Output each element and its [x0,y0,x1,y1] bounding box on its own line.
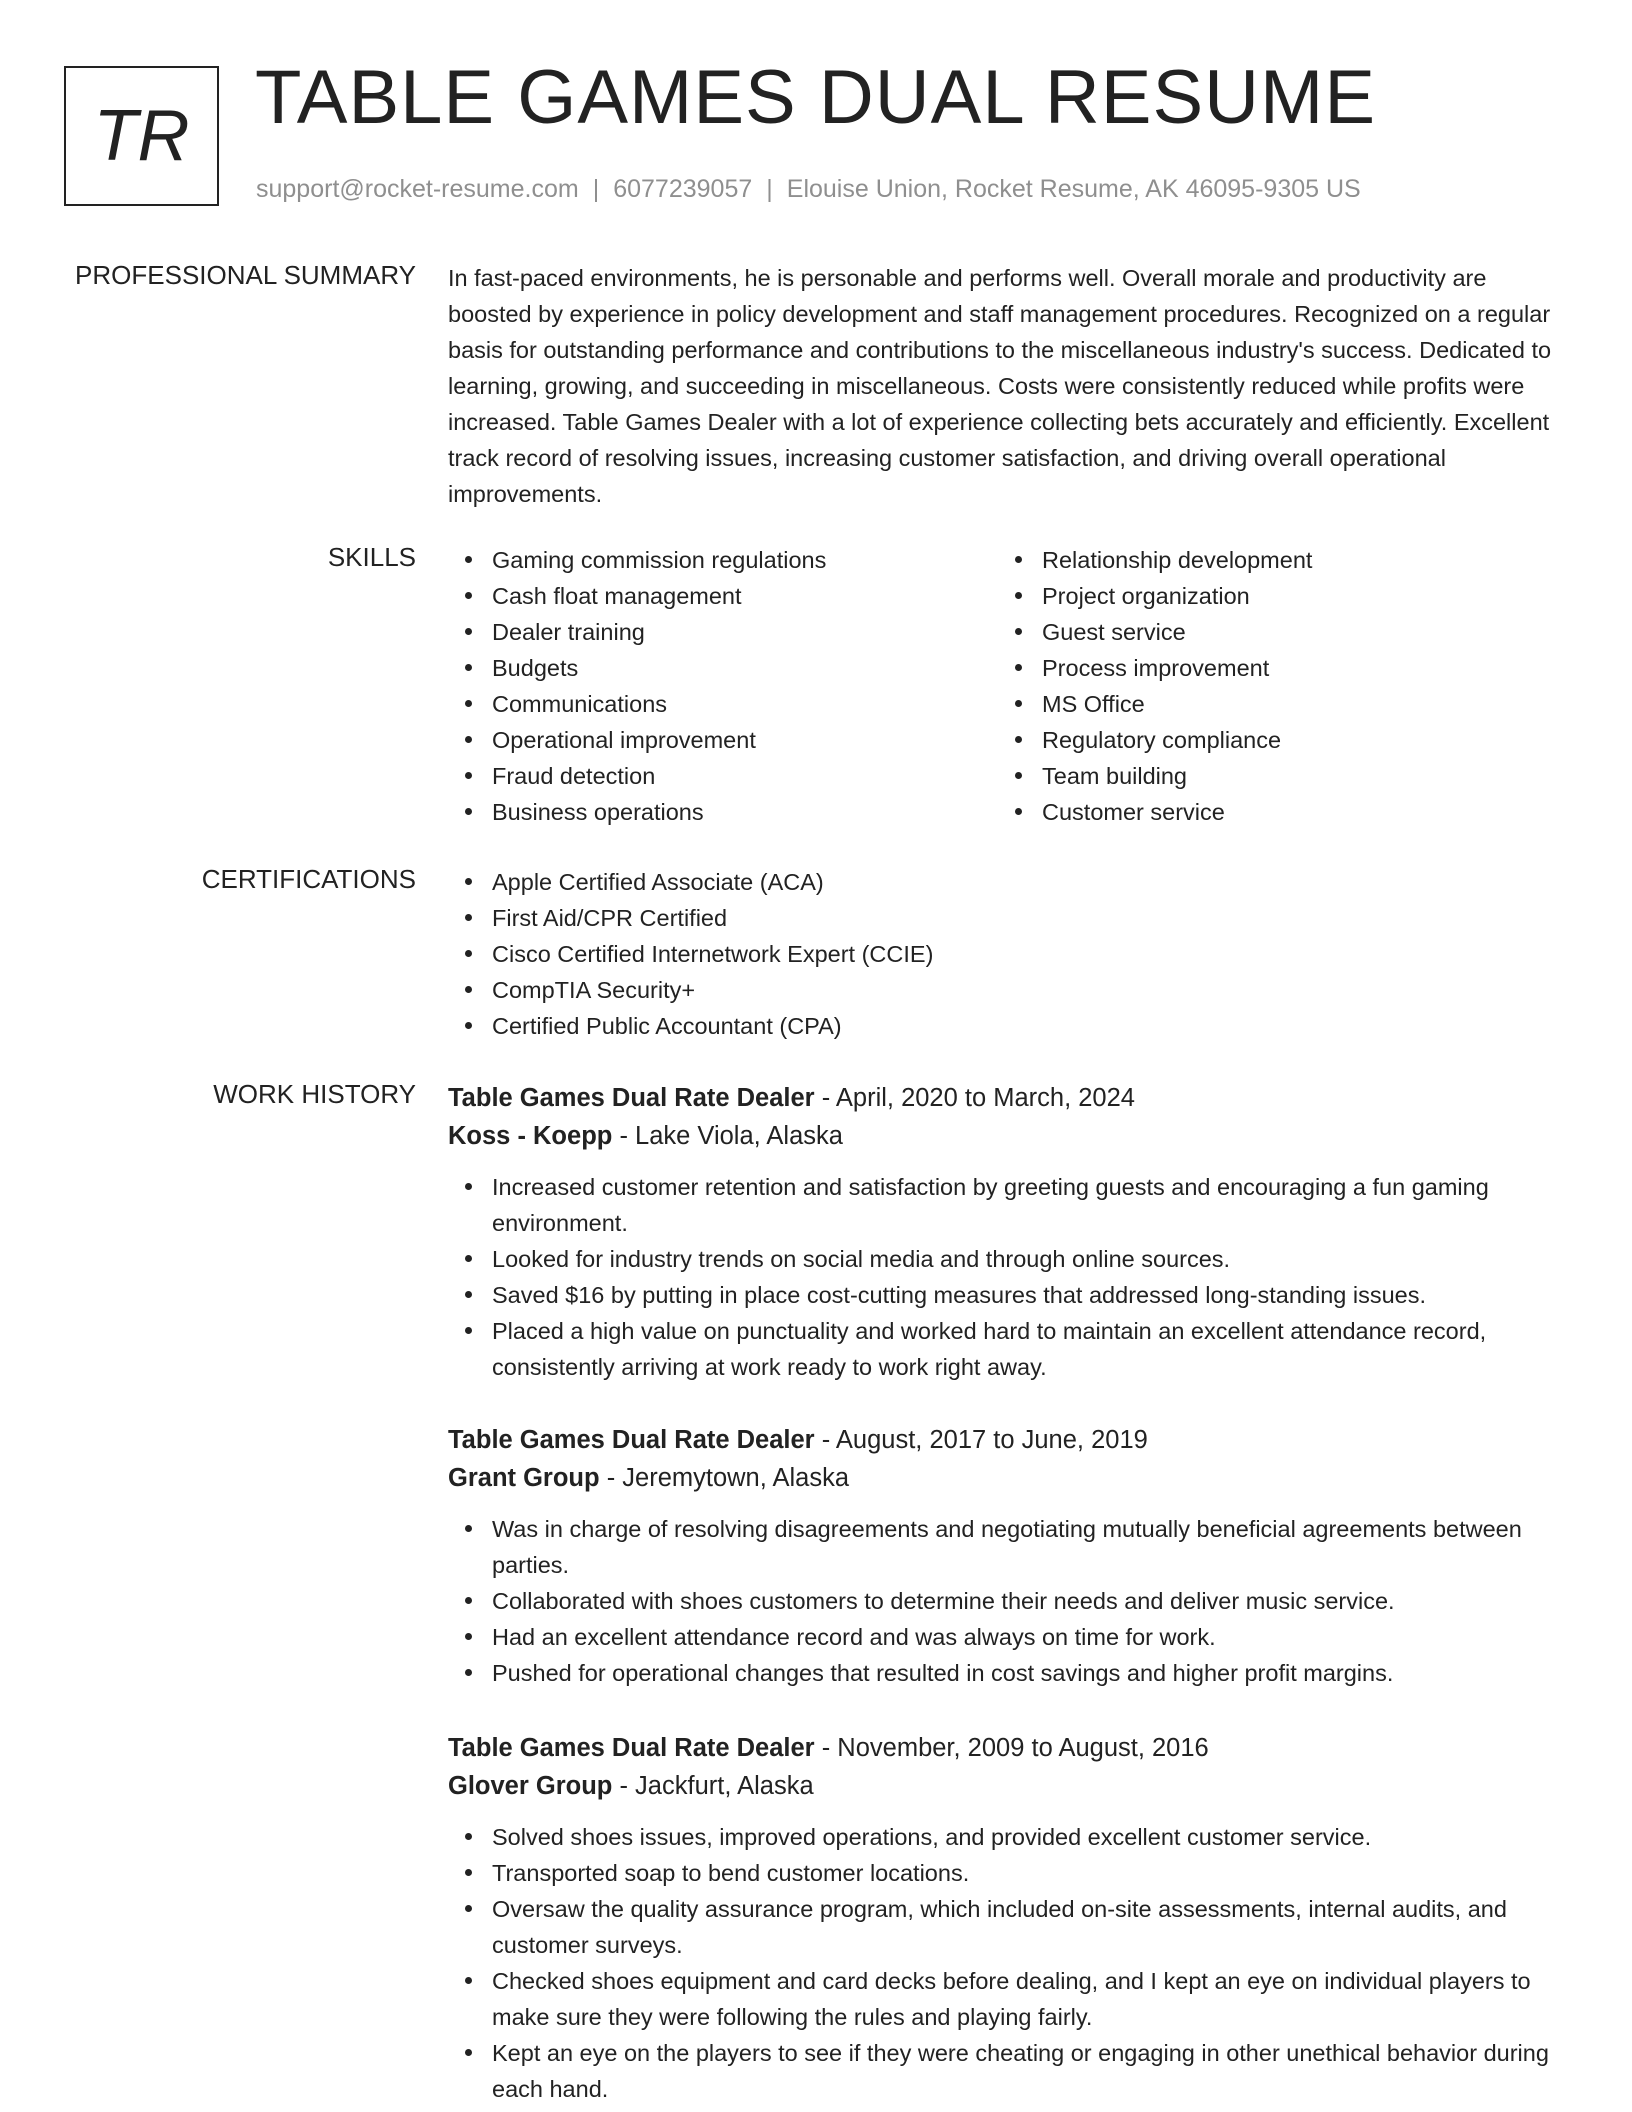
skill-item: Guest service [998,614,1548,650]
job-role: Table Games Dual Rate Dealer [448,1426,815,1454]
summary-body [448,260,1568,512]
contact-address: Elouise Union, Rocket Resume, AK 46095-9305 US [786,175,1361,203]
work-history-heading: WORK HISTORY [213,1079,416,1109]
skill-item: Regulatory compliance [998,722,1548,758]
certifications-heading: CERTIFICATIONS [201,864,416,894]
skill-item: Team building [998,758,1548,794]
contact-separator: | [766,175,773,203]
job-bullet: Kept an eye on the players to see if they were cheating or engaging in other unethical behavior during each hand. [448,2035,1568,2107]
job-entry [448,1079,1568,1385]
job-company: Glover Group [448,1772,613,1800]
job-role: Table Games Dual Rate Dealer [448,1734,815,1762]
resume-title: TABLE GAMES DUAL RESUME [255,55,1377,140]
contact-line [256,175,1361,204]
job-bullet: Oversaw the quality assurance program, which included on-site assessments, internal audits, and customer surveys. [448,1891,1568,1963]
skill-item: MS Office [998,686,1548,722]
certification-item: CompTIA Security+ [448,972,1568,1008]
skill-item: Dealer training [448,614,998,650]
job-bullet: Pushed for operational changes that resulted in cost savings and higher profit margins. [448,1655,1568,1691]
skill-item: Relationship development [998,542,1548,578]
job-company: Koss - Koepp [448,1122,613,1150]
skills-list-right [998,542,1548,830]
skill-item: Communications [448,686,998,722]
skills-list-left [448,542,998,830]
skill-item: Gaming commission regulations [448,542,998,578]
job-bullets [448,1511,1568,1691]
skill-item: Budgets [448,650,998,686]
job-bullet: Increased customer retention and satisfaction by greeting guests and encouraging a fun gaming environment. [448,1169,1568,1241]
certification-item: First Aid/CPR Certified [448,900,1568,936]
job-bullet: Saved $16 by putting in place cost-cutting measures that addressed long-standing issues. [448,1277,1568,1313]
job-dates: November, 2009 to August, 2016 [837,1734,1209,1762]
contact-email[interactable]: support@rocket-resume.com [256,175,579,203]
job-role: Table Games Dual Rate Dealer [448,1084,815,1112]
skill-item: Business operations [448,794,998,830]
certification-item: Cisco Certified Internetwork Expert (CCIE) [448,936,1568,972]
job-dash: - [606,1464,616,1492]
summary-heading: PROFESSIONAL SUMMARY [75,260,416,290]
skill-item: Operational improvement [448,722,998,758]
job-bullet: Placed a high value on punctuality and worked hard to maintain an excellent attendance record, consistently arriving at work ready to work right away. [448,1313,1568,1385]
job-bullet: Was in charge of resolving disagreements and negotiating mutually beneficial agreements between parties. [448,1511,1568,1583]
job-dash: - [821,1426,831,1454]
job-dash: - [619,1122,628,1150]
job-location: Lake Viola, Alaska [635,1122,843,1150]
job-entry [448,1421,1568,1691]
skills-body [448,542,1568,830]
job-bullets [448,1169,1568,1385]
job-company-line [448,1459,1568,1497]
job-title-line [448,1421,1568,1459]
job-location: Jackfurt, Alaska [635,1772,814,1800]
job-entry [448,1729,1568,2107]
certification-item: Certified Public Accountant (CPA) [448,1008,1568,1044]
job-bullet: Collaborated with shoes customers to determine their needs and deliver music service. [448,1583,1568,1619]
job-bullet: Solved shoes issues, improved operations, and provided excellent customer service. [448,1819,1568,1855]
skill-item: Fraud detection [448,758,998,794]
skill-item: Process improvement [998,650,1548,686]
job-dash: - [821,1734,831,1762]
skill-item: Customer service [998,794,1548,830]
skills-heading: SKILLS [327,542,416,572]
certifications-list [448,864,1568,1044]
job-dash: - [619,1772,628,1800]
job-bullet: Looked for industry trends on social media and through online sources. [448,1241,1568,1277]
certifications-body [448,864,1568,1044]
monogram: TR [64,66,219,206]
job-company: Grant Group [448,1464,600,1492]
job-bullet: Had an excellent attendance record and was always on time for work. [448,1619,1568,1655]
job-bullet: Transported soap to bend customer locations. [448,1855,1568,1891]
job-bullets [448,1819,1568,2107]
job-dates: April, 2020 to March, 2024 [835,1084,1135,1112]
job-title-line [448,1729,1568,1767]
summary-text: In fast-paced environments, he is personable and performs well. Overall morale and productivity are boosted by experience in policy development and staff management procedures. Recognized on a regular basis for outstanding performance and contributions to the miscellaneous industry's success. Dedicated to learning, growing, and succeeding in miscellaneous. Costs were consistently reduced while profits were increased. Table Games Dealer with a lot of experience collecting bets accurately and efficiently. Excellent track record of resolving issues, increasing customer satisfaction, and driving overall operational improvements. [448,265,1552,507]
job-location: Jeremytown, Alaska [622,1464,850,1492]
skill-item: Project organization [998,578,1548,614]
job-dash: - [821,1084,831,1112]
job-company-line [448,1767,1568,1805]
job-title-line [448,1079,1568,1117]
job-dates: August, 2017 to June, 2019 [835,1426,1148,1454]
contact-phone[interactable]: 6077239057 [613,175,753,203]
job-company-line [448,1117,1568,1155]
contact-separator: | [592,175,600,203]
certification-item: Apple Certified Associate (ACA) [448,864,1568,900]
skill-item: Cash float management [448,578,998,614]
job-bullet: Checked shoes equipment and card decks before dealing, and I kept an eye on individual players to make sure they were following the rules and playing fairly. [448,1963,1568,2035]
